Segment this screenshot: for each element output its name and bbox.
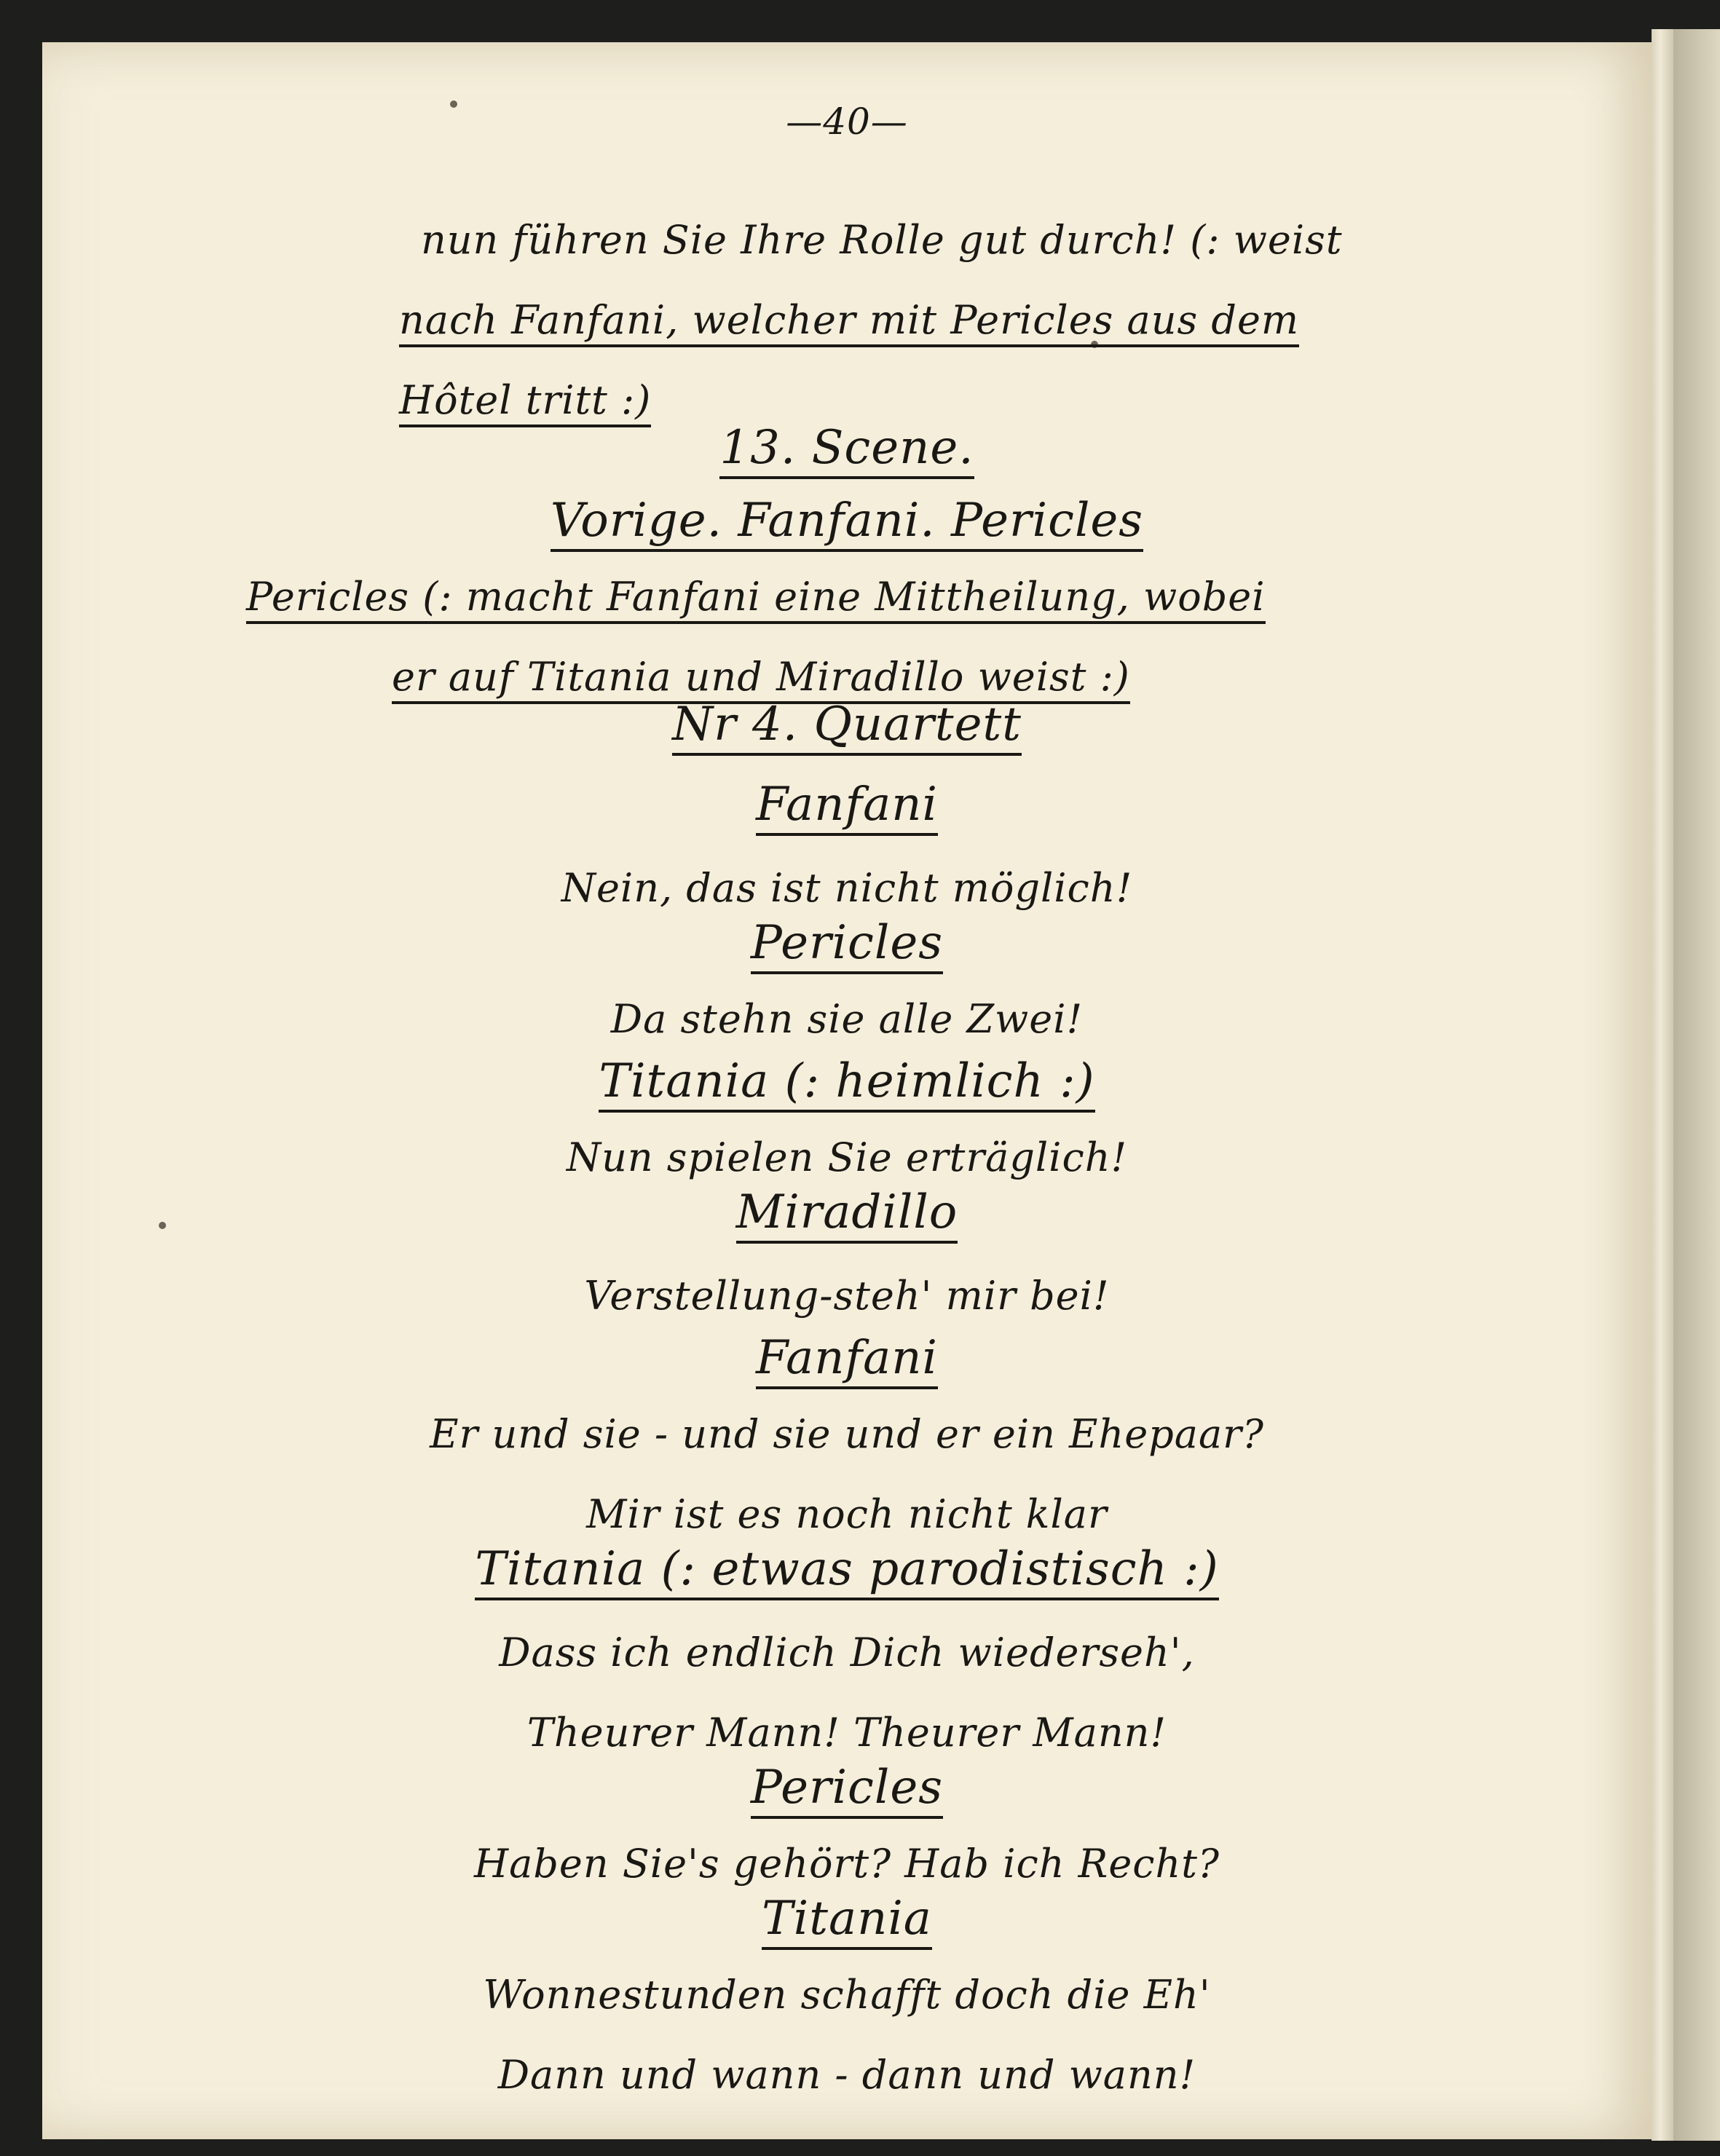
lyric-line: Nein, das ist nicht möglich!: [561, 865, 1133, 911]
lyric-line: Haben Sie's gehört? Hab ich Recht?: [474, 1841, 1220, 1887]
speaker-name: Titania (: etwas parodistisch :): [475, 1542, 1218, 1600]
lyric-line: Dass ich endlich Dich wiederseh',: [499, 1630, 1195, 1675]
speaker-name: Pericles: [751, 916, 943, 974]
lyric-line: Mir ist es noch nicht klar: [586, 1491, 1108, 1537]
stage-direction-line: Hôtel tritt :): [399, 377, 651, 427]
lyric-line: Wonnestunden schafft doch die Eh': [483, 1972, 1211, 2018]
speaker-name: Titania: [762, 1892, 932, 1950]
cast-list: Vorige. Fanfani. Pericles: [551, 494, 1143, 552]
speaker-name: Fanfani: [756, 778, 938, 836]
text-line: nun führen Sie Ihre Rolle gut durch! (: weist: [421, 217, 1343, 263]
lyric-line: Verstellung-steh' mir bei!: [584, 1273, 1110, 1319]
scene-heading: 13. Scene.: [719, 421, 974, 479]
stage-direction-line: nach Fanfani, welcher mit Pericles aus dem: [399, 297, 1299, 347]
speaker-name: Fanfani: [756, 1331, 938, 1389]
lyric-line: Er und sie - und sie und er ein Ehepaar?: [430, 1411, 1264, 1457]
musical-number-heading: Nr 4. Quartett: [672, 698, 1022, 756]
manuscript-page: [42, 42, 1652, 2139]
page-number: —40—: [786, 100, 908, 143]
speaker-name: Miradillo: [736, 1185, 958, 1244]
lyric-line: Da stehn sie alle Zwei!: [610, 996, 1084, 1042]
stage-direction-line: er auf Titania und Miradillo weist :): [392, 654, 1130, 704]
lyric-line: Nun spielen Sie erträglich!: [566, 1134, 1128, 1180]
speaker-name: Titania (: heimlich :): [599, 1054, 1094, 1113]
lyric-line: Dann und wann - dann und wann!: [497, 2052, 1196, 2098]
stage-direction-line: Pericles (: macht Fanfani eine Mittheilung, wobei: [246, 574, 1266, 624]
lyric-line: Theurer Mann! Theurer Mann!: [526, 1710, 1167, 1756]
page-edge: [1652, 29, 1673, 2141]
adjacent-page-edge: [1673, 29, 1720, 2141]
speaker-name: Pericles: [751, 1761, 943, 1819]
